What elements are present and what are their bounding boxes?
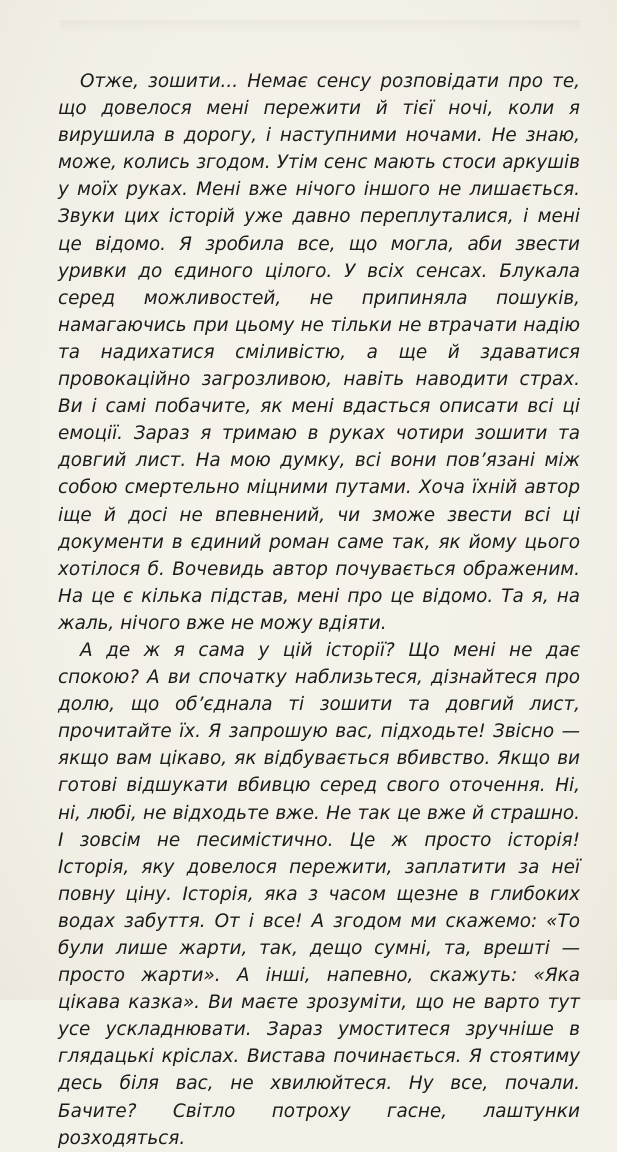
paragraph-1: Отже, зошити... Немає сенсу розповідати про те, що довелося мені пережити й тієї ночі, коли я вирушила в дорогу, і наступними ночами. Не знаю, може, колись згодом. Утім сенс мають стоси аркушів у моїх руках. Мені вже нічого іншого не лишається. Звуки цих історій уже давно переплуталися, і мені це відомо. Я зробила все, що могла, аби звести уривки до єдиного цілого. У всіх сенсах. Блукала серед можливостей, не припиняла пошуків, намагаючись при цьому не тільки не втрачати надію та надихатися сміливістю, а ще й здаватися провокаційно загрозливою, навіть наводити страх. Ви і самі побачите, як мені вдасться описати всі ці емоції. Зараз я тримаю в руках чотири зошити та довгий лист. На мою думку, всі вони пов’язані між собою смертельно міцними путами. Хоча їхній автор іще й досі не впевнений, чи зможе звести всі ці документи в єдиний роман саме так, як йому цього хотілося б. Вочевидь автор почувається ображеним. На це є кілька підстав, мені про це відомо. Та я, на жаль, нічого вже не можу вдіяти. [58,71,580,634]
page-shadow [60,20,580,34]
body-text [58,68,580,1152]
paragraph-2: А де ж я сама у цій історії? Що мені не дає спокою? А ви спочатку наблизьтеся, дізнайтеся про долю, що об’єднала ті зошити та довгий лист, прочитайте їх. Я запрошую вас, підходьте! Звісно — якщо вам цікаво, як відбувається вбивство. Якщо ви готові відшукати вбивцю серед свого оточення. Ні, ні, любі, не відходьте вже. Не так це вже й страшно. І зовсім не песимістично. Це ж просто історія! Історія, яку довелося пережити, заплатити за неї повну ціну. Історія, яка з часом щезне в глибоких водах забуття. От і все! А згодом ми скажемо: «То були лише жарти, так, дещо сумні, та, врешті — просто жарти». А інші, напевно, скажуть: «Яка цікава казка». Ви маєте зрозуміти, що не варто тут усе ускладнювати. Зараз умоститеся зручніше в глядацькі кріслах. Вистава починається. Я стоятиму десь біля вас, не хвилюйтеся. Ну все, почали. Бачите? Світло потроху гасне, лаштунки розходяться. [58,639,580,1149]
